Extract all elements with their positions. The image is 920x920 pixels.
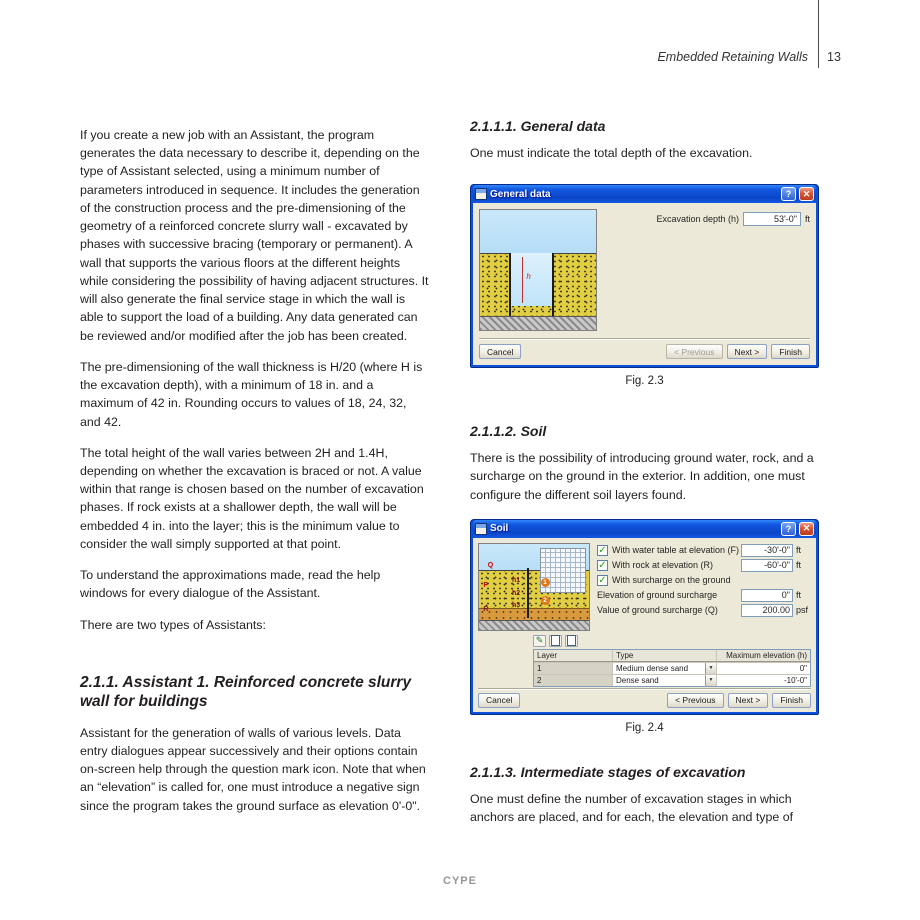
help-icon[interactable]: ? <box>781 187 796 201</box>
cancel-button[interactable]: Cancel <box>479 344 521 359</box>
table-row[interactable] <box>534 662 810 674</box>
depth-dimension-line <box>522 257 523 303</box>
column-header-max-elevation: Maximum elevation (h) <box>716 650 810 661</box>
paragraph: The total height of the wall varies between 2H and 1.4H, depending on whether the excavation is braced or not. A value within that range is chosen based on the number of excavation phases. If rock exists at a shallower depth, the wall will be embedded 4 in. into the layer; this is the minimum value to consider the wall simply supported at that point. <box>80 445 424 551</box>
unit-label: ft <box>796 560 802 571</box>
surcharge-label: Q <box>487 561 494 569</box>
footer-logo-text: CYPE <box>443 875 477 887</box>
excavation-depth-label: Excavation depth (h) <box>656 214 739 225</box>
layer-1-badge: 1 <box>541 578 550 587</box>
paragraph: The pre-dimensioning of the wall thickness is H/20 (where H is the excavation depth), with a minimum of 18 in. and a maximum of 42 in. Rounding occurs to values of 18, 24, 32, and 42. <box>80 359 423 429</box>
table-row[interactable] <box>534 674 810 686</box>
paragraph: To understand the approximations made, read the help windows for every dialogue of the Assistant. <box>80 568 381 601</box>
check-icon: ✓ <box>598 559 607 571</box>
finish-button[interactable]: Finish <box>772 693 811 708</box>
soil-type-cell[interactable] <box>612 663 716 674</box>
column-header-type: Type <box>616 650 634 660</box>
check-icon: ✓ <box>598 544 607 556</box>
soil-dialog <box>470 519 819 715</box>
layer-number-cell: 1 <box>534 663 612 674</box>
h2-label: h2 <box>512 589 521 597</box>
column-header-layer: Layer <box>537 650 558 660</box>
unit-label: psf <box>796 605 809 616</box>
soil-type-value: Dense sand <box>616 675 659 685</box>
rock-elevation-input[interactable]: -60'-0" <box>741 559 793 572</box>
figure-caption: Fig. 2.3 <box>625 375 664 388</box>
water-table-label: F <box>483 581 488 589</box>
copy-sheet-icon[interactable] <box>565 635 578 647</box>
general-data-dialog <box>470 184 819 368</box>
right-column <box>470 118 819 839</box>
dropdown-icon[interactable]: ▼ <box>705 675 716 686</box>
rock-label: R <box>483 605 489 613</box>
bedrock-hatch <box>479 620 589 630</box>
water-table-input[interactable]: -30'-0" <box>741 544 793 557</box>
soil-type-value: Medium dense sand <box>616 663 689 673</box>
unit-label: ft <box>796 590 802 601</box>
layer-2-badge: 2 <box>541 596 550 605</box>
field-label: Value of ground surcharge (Q) <box>597 605 718 616</box>
next-button[interactable]: Next > <box>727 344 768 359</box>
previous-button[interactable]: < Previous <box>666 344 722 359</box>
surcharge-elevation-input[interactable]: 0" <box>741 589 793 602</box>
dialog-icon <box>475 523 487 535</box>
layers-toolbar <box>533 635 578 647</box>
check-icon: ✓ <box>598 574 607 586</box>
dialog-icon <box>475 188 487 200</box>
figure-caption: Fig. 2.4 <box>625 721 664 734</box>
header-divider <box>818 0 819 68</box>
soil-layers-table <box>533 649 811 687</box>
excavation-depth-input[interactable]: 53'-0" <box>743 212 801 226</box>
dialog-body <box>473 203 816 365</box>
section-heading-2-1-1-1: 2.1.1.1. General data <box>470 118 606 134</box>
soil-illustration <box>478 543 590 631</box>
previous-button[interactable]: < Previous <box>667 693 723 708</box>
paragraph: There are two types of Assistants: <box>80 617 266 632</box>
help-icon[interactable]: ? <box>781 522 796 536</box>
max-elevation-cell[interactable]: 0" <box>716 663 810 674</box>
section-heading-2-1-1-3: 2.1.1.3. Intermediate stages of excavation <box>470 763 746 780</box>
excavation-illustration <box>479 209 597 331</box>
soil-type-cell[interactable] <box>612 675 716 686</box>
h3-label: h3 <box>512 601 521 609</box>
new-sheet-icon[interactable] <box>549 635 562 647</box>
paragraph: There is the possibility of introducing ground water, rock, and a surcharge on the ground in the exterior. In addition, one must configure the different soil layers found. <box>470 451 814 502</box>
section-heading-2-1-1-2: 2.1.1.2. Soil <box>470 423 547 440</box>
page-number: 13 <box>827 50 841 64</box>
paragraph: Assistant for the generation of walls of various levels. Data entry dialogues appear successively and their options contain on-screen help through the question mark icon. Note that when an “elevation” is called for, one must introduce a negative sign since the program takes the ground surface as elevation 0'-0". <box>80 725 426 813</box>
unit-label: ft <box>804 214 810 225</box>
paragraph: One must indicate the total depth of the excavation. <box>470 146 753 160</box>
checkbox-label: With water table at elevation (F) <box>612 545 740 556</box>
dropdown-icon[interactable]: ▼ <box>705 663 716 674</box>
close-icon[interactable]: ✕ <box>799 522 814 536</box>
checkbox-label: With surcharge on the ground <box>612 575 731 586</box>
finish-button[interactable]: Finish <box>771 344 810 359</box>
water-table-checkbox[interactable] <box>597 545 608 556</box>
wall-left <box>509 253 511 315</box>
excavation-pit <box>510 253 552 306</box>
max-elevation-cell[interactable]: -10'-0" <box>716 675 810 686</box>
left-column <box>80 126 429 828</box>
button-separator <box>479 338 810 340</box>
bedrock-hatch <box>480 316 596 330</box>
dialog-title: General data <box>490 188 551 200</box>
running-header-title: Embedded Retaining Walls <box>657 50 808 64</box>
paragraph: One must define the number of excavation stages in which anchors are placed, and for each, the elevation and type of <box>470 791 794 825</box>
section-heading-2-1-1: 2.1.1. Assistant 1. Reinforced concrete slurry wall for buildings <box>80 673 412 710</box>
surcharge-value-input[interactable]: 200.00 <box>741 604 793 617</box>
close-icon[interactable]: ✕ <box>799 187 814 201</box>
dialog-body <box>473 538 816 712</box>
field-label: Elevation of ground surcharge <box>597 590 718 601</box>
soil-options-panel <box>597 544 811 619</box>
h1-label: h1 <box>512 576 521 584</box>
cancel-button[interactable]: Cancel <box>478 693 520 708</box>
checkbox-label: With rock at elevation (R) <box>612 560 714 571</box>
dialog-titlebar[interactable] <box>473 520 816 538</box>
next-button[interactable]: Next > <box>728 693 769 708</box>
wall-line <box>527 568 529 618</box>
dialog-titlebar[interactable] <box>473 185 816 203</box>
paragraph: If you create a new job with an Assistant, the program generates the data necessary to describe it, depending on the type of Assistant selected, using a minimum number of parameters introduced in sequence. It includes the generation of the construction process and the pre-dimensioning of the geometry of a reinforced concrete slurry wall - excavated by phases with successive bracing (temporary or permanent). A wall that supports the various floors at the different heights while considering the possibility of having adjacent structures. It will also generate the final service stage in which the wall is able to support the load of a building. Any data generated can be reviewed and/or modified after the job has been created. <box>80 128 429 343</box>
layer-number-cell: 2 <box>534 675 612 686</box>
unit-label: ft <box>796 545 802 556</box>
dialog-title: Soil <box>490 523 509 535</box>
edit-icon[interactable]: ✎ <box>533 635 546 647</box>
button-separator <box>478 688 811 690</box>
h-dimension-label: h <box>526 271 531 281</box>
rock-checkbox[interactable] <box>597 560 608 571</box>
surcharge-checkbox[interactable] <box>597 575 608 586</box>
wall-right <box>552 253 554 315</box>
